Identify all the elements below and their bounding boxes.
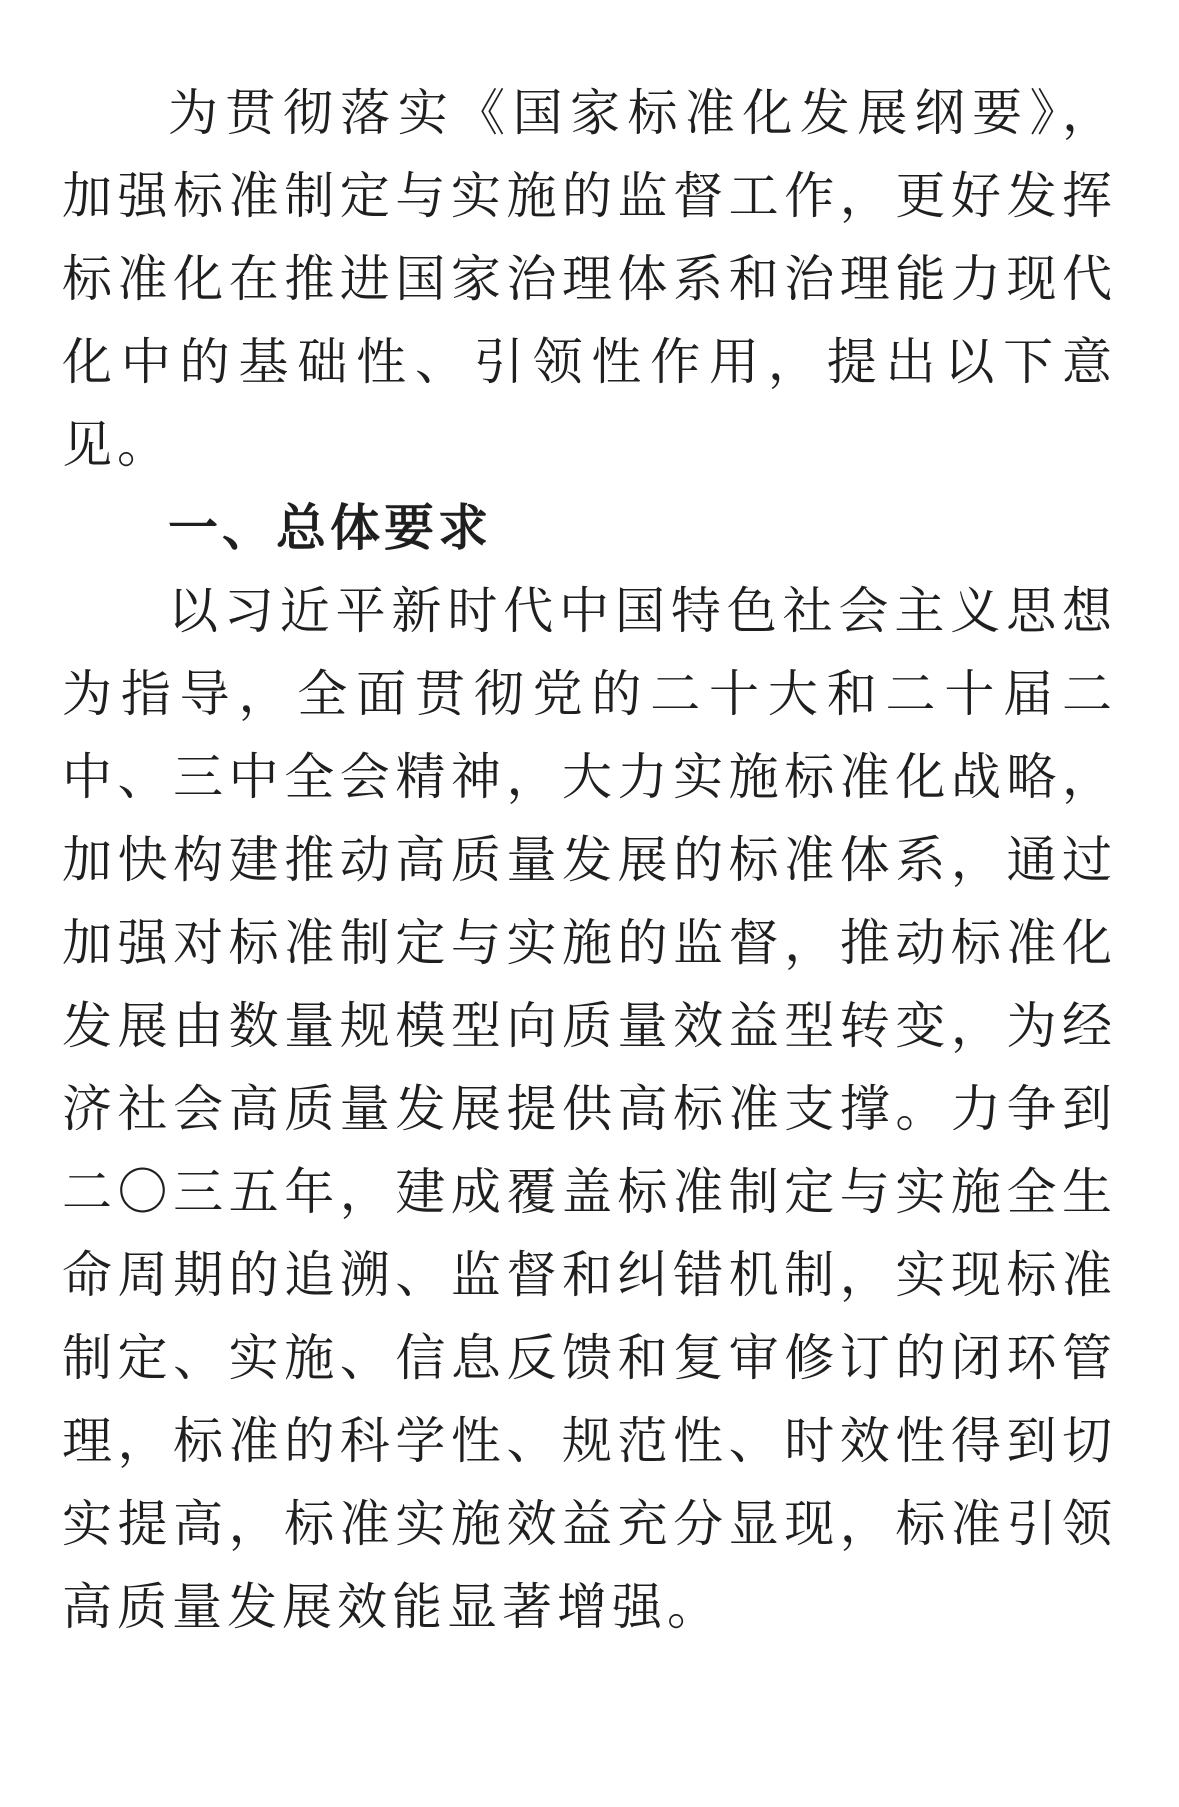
intro-paragraph: 为贯彻落实《国家标准化发展纲要》，加强标准制定与实施的监督工作，更好发挥标准化在推进国家治理体系和治理能力现代化中的基础性、引领性作用，提出以下意见。 [62, 84, 1117, 474]
section-body-paragraph: 以习近平新时代中国特色社会主义思想为指导，全面贯彻党的二十大和二十届二中、三中全会精神，大力实施标准化战略，加快构建推动高质量发展的标准体系，通过加强对标准制定与实施的监督，推动标准化发展由数量规模型向质量效益型转变，为经济社会高质量发展提供高标准支撑。力争到二〇三五年，建成覆盖标准制定与实施全生命周期的追溯、监督和纠错机制，实现标准制定、实施、信息反馈和复审修订的闭环管理，标准的科学性、规范性、时效性得到切实提高，标准实施效益充分显现，标准引领高质量发展效能显著增强。 [62, 582, 1117, 1636]
article-body [62, 72, 1117, 1649]
section-heading-general-requirements: 一、总体要求 [168, 499, 492, 557]
